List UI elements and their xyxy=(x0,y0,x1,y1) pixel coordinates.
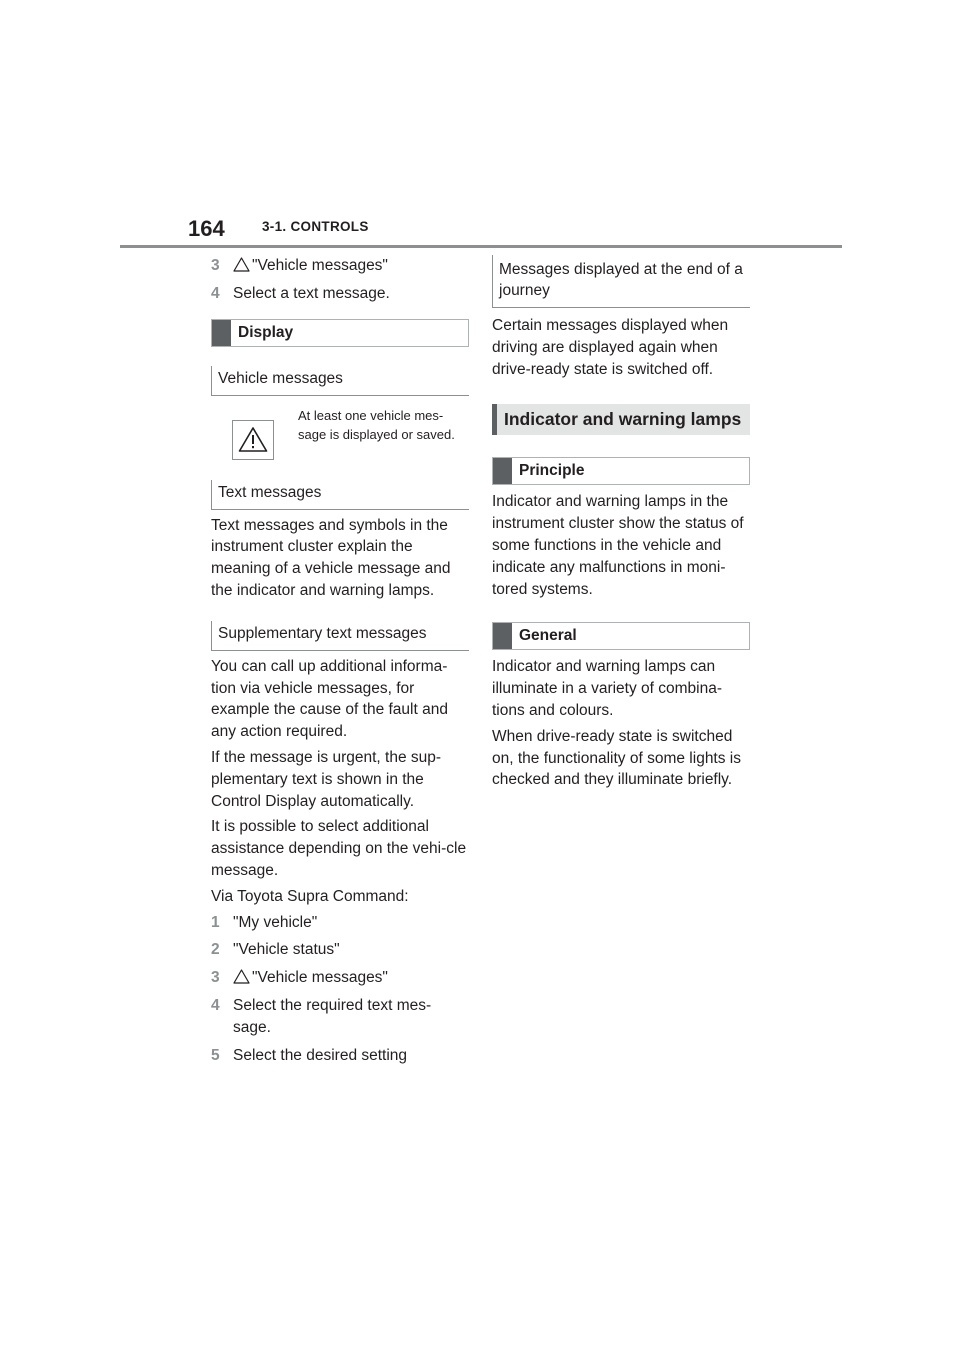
step-number: 1 xyxy=(211,913,220,931)
symbol-description: At least one vehicle mes-sage is displayed or saved. xyxy=(298,407,455,443)
page-number: 164 xyxy=(188,216,225,241)
principle-body: Indicator and warning lamps in the instrument cluster show the status of some functions in the vehicle and indicate any malfunctions in moni-tored systems. xyxy=(492,493,744,598)
symbol-table-row xyxy=(211,406,469,460)
end-journey-body: Certain messages displayed when driving are displayed again when drive-ready state is switched off. xyxy=(492,317,729,378)
step-item xyxy=(211,255,469,277)
heading-bar xyxy=(493,623,512,649)
warning-triangle-icon xyxy=(233,257,250,272)
general-heading: General xyxy=(492,622,750,650)
general-paragraph: Indicator and warning lamps can illuminate in a variety of combina-tions and colours. xyxy=(492,658,723,719)
step-number: 3 xyxy=(211,257,220,274)
left-column xyxy=(211,255,469,1072)
step-number: 4 xyxy=(211,996,220,1014)
end-journey-heading: Messages displayed at the end of a journey xyxy=(492,255,750,308)
text-messages-heading: Text messages xyxy=(211,480,469,510)
right-column xyxy=(492,255,750,795)
step-item xyxy=(211,939,469,961)
step-number: 5 xyxy=(211,1046,220,1064)
heading-bar xyxy=(492,404,497,435)
supplementary-paragraph: You can call up additional informa-tion via vehicle messages, for example the cause of the fault and any action required. xyxy=(211,657,448,741)
warning-triangle-icon xyxy=(233,969,250,984)
step-item xyxy=(211,995,469,1039)
section-title: 3-1. CONTROLS xyxy=(262,219,369,234)
step-text: "Vehicle messages" xyxy=(252,969,388,987)
lamps-heading: Indicator and warning lamps xyxy=(492,404,750,435)
warning-triangle-icon xyxy=(238,426,268,453)
step-text: Select the required text mes-sage. xyxy=(233,996,432,1036)
step-text: "My vehicle" xyxy=(233,913,318,931)
step-item xyxy=(211,912,469,934)
step-text: Select a text message. xyxy=(233,284,390,302)
step-number: 4 xyxy=(211,284,220,302)
supplementary-paragraph: If the message is urgent, the sup-plementary text is shown in the Control Display automatically. xyxy=(211,748,442,810)
step-number: 3 xyxy=(211,969,220,987)
heading-bar xyxy=(493,458,512,484)
supplementary-heading: Supplementary text messages xyxy=(211,621,469,651)
step-text: "Vehicle status" xyxy=(233,941,340,959)
heading-bar xyxy=(212,320,231,346)
vehicle-messages-heading: Vehicle messages xyxy=(211,366,469,396)
step-number: 2 xyxy=(211,941,220,959)
text-messages-body: Text messages and symbols in the instrument cluster explain the meaning of a vehicle message and the indicator and warning lamps. xyxy=(211,516,451,599)
step-item xyxy=(211,283,469,305)
principle-heading: Principle xyxy=(492,457,750,485)
warning-symbol-box xyxy=(232,420,274,460)
step-text: "Vehicle messages" xyxy=(252,257,388,274)
page-header xyxy=(120,213,842,248)
step-item xyxy=(211,967,469,989)
display-heading: Display xyxy=(211,319,469,347)
step-item xyxy=(211,1045,469,1067)
step-text: Select the desired setting xyxy=(233,1046,408,1064)
supplementary-paragraph: Via Toyota Supra Command: xyxy=(211,887,409,905)
supplementary-paragraph: It is possible to select additional assistance depending on the vehi-cle message. xyxy=(211,818,467,879)
general-paragraph: When drive-ready state is switched on, the functionality of some lights is checked and they illuminate briefly. xyxy=(492,727,741,789)
